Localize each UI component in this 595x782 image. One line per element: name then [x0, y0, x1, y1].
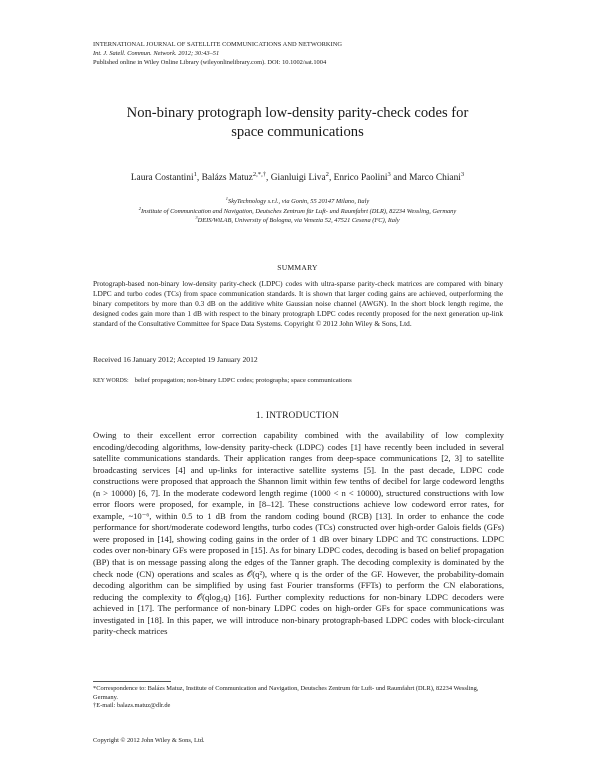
- author-affil-mark: 2,*,†: [252, 170, 267, 178]
- author-affil-mark: 3: [460, 170, 465, 178]
- footnote-email: †E-mail: balazs.matuz@dlr.de: [93, 702, 171, 709]
- affil-mark: 3: [195, 214, 198, 220]
- author-name: Balázs Matuz: [201, 173, 253, 183]
- body-text: [93, 430, 504, 638]
- footnotes: [93, 685, 504, 711]
- affil-text: DEIS/WiLAB, University of Bologna, via Venezia 52, 47521 Cesena (FC), Italy: [197, 217, 400, 224]
- affiliation-2: [60, 207, 535, 217]
- affiliation-3: [60, 216, 535, 226]
- summary-text: Protograph-based non-binary low-density parity-check (LDPC) codes with ultra-sparse parity-check matrices are compared with binary LDPC and turbo codes (TCs) from space communication standards. It is shown that larger coding gains are achieved, outperforming the binary competitors by more than 0.3 dB on the additive white Gaussian noise channel (AWGN). In the short block length regime, the designed codes gain more than 1 dB with respect to the binary protograph LDPC codes recently proposed for the next generation up-link standard of the Consultative Committee for Space Data Systems. Copyright © 2012 John Wiley & Sons, Ltd.: [93, 279, 503, 328]
- author-list: Laura Costantini$^1$, Balázs Matuz$^{2,*,\dagger}$, Gianluigi Liva$^2$, Enrico Paolini$^3$ and Marco Chiani$^3$: [130, 170, 465, 183]
- copyright-footer: Copyright © 2012 John Wiley & Sons, Ltd.: [93, 737, 205, 744]
- author-name: Gianluigi Liva: [270, 173, 326, 183]
- keywords-label: KEY WORDS:: [93, 378, 129, 384]
- journal-citation: Int. J. Satell. Commun. Network. 2012; 30:43–51: [93, 50, 220, 57]
- affil-mark: 1: [225, 195, 228, 201]
- keywords: [93, 377, 523, 384]
- journal-name: INTERNATIONAL JOURNAL OF SATELLITE COMMUNICATIONS AND NETWORKING: [93, 41, 343, 48]
- publication-info: Published online in Wiley Online Library (wileyonlinelibrary.com). DOI: 10.1002/sat.1004: [93, 59, 327, 66]
- author-affil-mark: 2: [325, 170, 329, 178]
- author-name: Enrico Paolini: [333, 173, 388, 183]
- title-line-2: space communications: [231, 124, 364, 140]
- journal-header: [93, 40, 513, 67]
- author-name: Marco Chiani: [409, 173, 461, 183]
- affil-text: Institute of Communication and Navigation, Deutsches Zentrum für Luft- und Raumfahrt (DLR), 82234 Wessling, Germany: [141, 207, 457, 215]
- received-dates: Received 16 January 2012; Accepted 19 January 2012: [93, 355, 258, 364]
- keywords-text: belief propagation; non-binary LDPC codes; protographs; space communications: [134, 377, 352, 384]
- footnote-correspondence: *Correspondence to: Balázs Matuz, Institute of Communication and Navigation, Deutsches Zentrum für Luft- und Raumfahrt (DLR), 82234 Wessling, Germany.: [93, 685, 479, 701]
- author-affil-mark: 3: [387, 170, 391, 178]
- title-line-1: Non-binary protograph low-density parity-check codes for: [126, 105, 469, 121]
- section-heading: 1. INTRODUCTION: [255, 411, 340, 421]
- author-conjunction: and: [393, 173, 407, 183]
- summary-heading: SUMMARY: [277, 263, 318, 272]
- affiliation-1: [60, 197, 535, 207]
- author-affil-mark: 1: [193, 170, 197, 178]
- author-name: Laura Costantini: [130, 173, 194, 183]
- footnote-divider: [93, 681, 171, 682]
- paragraph: Owing to their excellent error correction capability combined with the availability of low complexity encoding/decoding algorithms, low-density parity-check (LDPC) codes [1] have recently been included in several satellite communications standards. Their application ranges from deep-space communications [2, 3] to satellite broadcasting services [4] and up-links for interactive satellite systems [5]. In the past decade, LDPC code constructions were proposed that approach the Shannon limit within few tenths of decibel for large codeword lengths (n > 10000) [6, 7]. In the moderate codeword length regime (1000 < n < 10000), structured constructions with low error floors were proposed, for example, in [8–12]. These constructions achieve low codeword error rates, for example, ~10⁻⁶, within 0.5 to 1 dB from the random coding bound (RCB) [13]. In order to enhance the code performance for short/moderate codeword lengths, turbo codes (TCs) constructed over high-order Galois fields (GFs) were proposed in [14], showing coding gains in the order of 1 dB over binary LDPC and TC constructions. LDPC codes over non-binary GFs were proposed in [15]. As for binary LDPC codes, decoding is based on belief propagation (BP) that is on message passing along the edges of the Tanner graph. The decoding complexity is dominated by the check node (CN) operations and scales as 𝒪(q²), where q is the order of the GF. However, the probability-domain decoding algorithm can be simplified by using fast Fourier transforms (FFTs) to perform the CN elaborations, reducing the complexity to 𝒪(qlog₂q) [16]. Further complexity reductions for non-binary LDPC decoders were achieved in [17]. The performance of non-binary LDPC codes on high-order GFs for space communications was investigated in [18]. In this paper, we will introduce non-binary protograph-based LDPC codes with block-circulant parity-check matrices: [93, 430, 504, 637]
- paper-title: [60, 104, 535, 142]
- affil-text: SkyTechnology s.r.l., via Gonin, 55 20147 Milano, Italy: [228, 198, 370, 205]
- affiliations: [60, 197, 535, 226]
- affil-mark: 2: [138, 205, 142, 211]
